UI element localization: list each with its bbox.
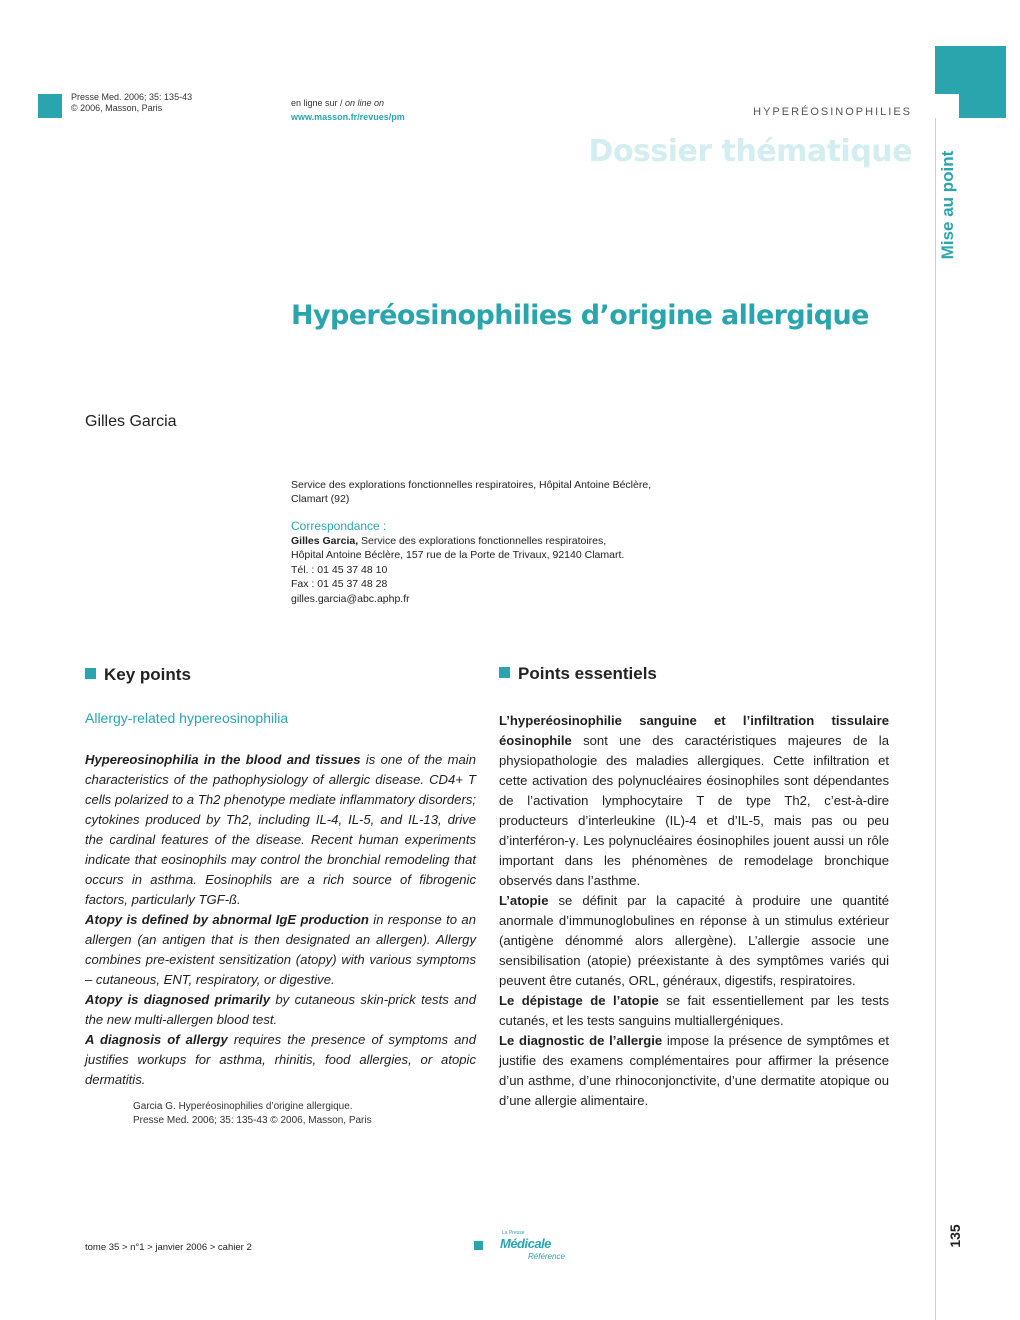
telephone: Tél. : 01 45 37 48 10: [291, 563, 388, 576]
topic-label: HYPERÉOSINOPHILIES: [753, 106, 912, 118]
email-link[interactable]: gilles.garcia@abc.aphp.fr: [291, 592, 410, 605]
dossier-heading: Dossier thématique: [588, 134, 912, 169]
paragraph: Atopy is defined by abnormal IgE production in response to an allergen (an antigen that is then designated an allergen). Allergy combines pre-existent sensitization (atopy) with various symptoms – cutaneous, ENT, respiratory, or digestive.: [85, 912, 477, 987]
corner-notch: [935, 94, 959, 118]
margin-rule: [935, 46, 936, 1320]
square-bullet-icon: [499, 667, 510, 678]
paragraph: Le dépistage de l’atopie se fait essentiellement par les tests cutanés, et les tests sanguins multiallergéniques.: [499, 993, 889, 1028]
correspondance-label: Correspondance :: [291, 519, 387, 533]
key-points-subheading: Allergy-related hypereosinophilia: [85, 710, 289, 726]
paragraph: Atopy is diagnosed primarily by cutaneous skin-prick tests and the new multi-allergen blood test.: [85, 992, 476, 1027]
issue-info: tome 35 > n°1 > janvier 2006 > cahier 2: [85, 1242, 252, 1253]
author-name: Gilles Garcia: [85, 413, 177, 430]
logo-square-icon: [474, 1241, 483, 1250]
paragraph: Le diagnostic de l’allergie impose la présence de symptômes et justifie des examens complémentaires pour affirmer la présence d’un asthme, d’une rhinoconjonctivite, d’une dermatite atopique ou d’une allergie alimentaire.: [499, 1033, 889, 1108]
journal-url-link[interactable]: www.masson.fr/revues/pm: [291, 112, 405, 122]
points-essentiels-heading: Points essentiels: [499, 664, 657, 684]
square-bullet-icon: [85, 668, 96, 679]
article-title: Hyperéosinophilies d’origine allergique: [291, 300, 869, 331]
points-essentiels-body: [499, 711, 889, 1111]
journal-reference: Presse Med. 2006; 35: 135-43 © 2006, Masson, Paris: [71, 92, 193, 113]
paragraph: Hypereosinophilia in the blood and tissues is one of the main characteristics of the pathophysiology of allergic disease. CD4+ T cells polarized to a Th2 phenotype mediate inflammatory disorders; cytokines produced by Th2, including IL-4, IL-5, and IL-13, drive the cardinal features of the disease. Recent human experiments indicate that eosinophils may control the bronchial remodeling that occurs in asthma. Eosinophils are a rich source of fibrogenic factors, particularly TGF-ß.: [85, 752, 476, 907]
key-points-body: [85, 750, 476, 1090]
correspondance-block: Correspondance : Gilles Garcia, Service des explorations fonctionnelles respiratoires, Hôpital Antoine Béclère, 157 rue de la Porte de Trivaux, 92140 Clamart. Tél. : 01 45 37 48 10 Fax : 01 45 37 48 28 gilles.garcia@abc.aphp.fr: [291, 519, 711, 606]
fax: Fax : 01 45 37 48 28: [291, 578, 388, 590]
page-number: 135: [947, 1224, 963, 1248]
key-points-heading: Key points: [85, 665, 191, 685]
paragraph: L’hyperéosinophilie sanguine et l’infiltration tissulaire éosinophile sont une des caractéristiques majeures de la physiopathologie des maladies allergiques. Cette infiltration et cette activation des polynucléaires éosinophiles sont dépendantes de l’activation lymphocytaire T de type Th2, c’est-à-dire producteurs d’interleukine (IL)-4 et d’IL-5, mais pas ou peu d’interféron-γ. Les polynucléaires éosinophiles jouent aussi un rôle important dans les phénomènes de remodelage bronchique observés dans l’asthme.: [499, 713, 889, 888]
citation: Garcia G. Hyperéosinophilies d’origine allergique. Presse Med. 2006; 35: 135-43 © 2006, Masson, Paris: [133, 1101, 372, 1126]
journal-logo: La Presse Médicale Référence: [474, 1234, 574, 1264]
header-square: [38, 94, 62, 118]
paragraph: L’atopie se définit par la capacité à produire une quantité anormale d’immunoglobulines en réponse à un stimulus extérieur (antigène dénommé alors allergène). L’allergie associe une sensibilisation (atopie) préexistante à des symptômes variés qui peuvent être cutanés, ORL, généraux, digestifs, respiratoires.: [499, 893, 889, 988]
online-availability: en ligne sur / on line on www.masson.fr/revues/pm: [291, 98, 405, 122]
section-side-label: Mise au point: [938, 150, 957, 260]
affiliation: Service des explorations fonctionnelles respiratoires, Hôpital Antoine Béclère, Clamart (92): [291, 479, 652, 505]
paragraph: A diagnosis of allergy requires the presence of symptoms and justifies workups for asthma, rhinitis, food allergies, or atopic dermatitis.: [85, 1032, 476, 1087]
